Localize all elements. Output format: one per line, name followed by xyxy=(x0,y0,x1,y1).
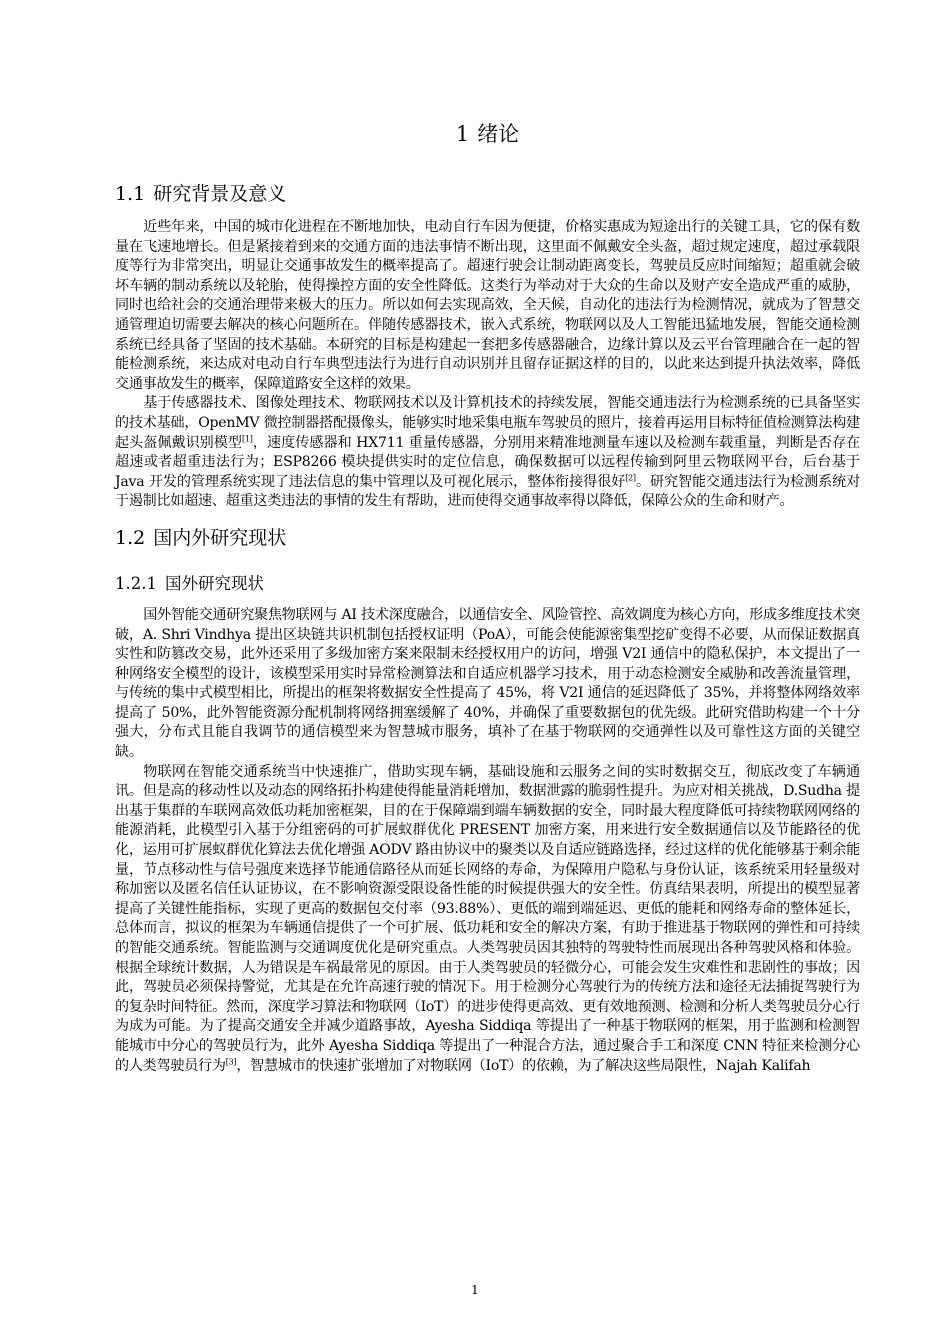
body-paragraph: 国外智能交通研究聚焦物联网与 AI 技术深度融合，以通信安全、风险管控、高效调度为核心方向，形成多维度技术突破，A. Shri Vindhya 提出区块链共识机制包括授权证明（PoA），可能会使能源密集型挖矿变得不必要，从而保证数据真实性和防篡改交易，此外还采用了多级加密方案来限制未经授权用户的访问，增强 V2I 通信中的隐私保护，本文提出了一种网络安全模型的设计，该模型采用实时异常检测算法和自适应机器学习技术，用于动态检测安全威胁和改善流量管理，与传统的集中式模型相比，所提出的框架将数据安全性提高了 45%，将 V2I 通信的延迟降低了 35%，并将整体网络效率提高了 50%，此外智能资源分配机制将网络拥塞缓解了 40%，并确保了重要数据包的优先级。此研究借助构建一个十分强大，分布式且能自我调节的通信模型来为智慧城市服务，填补了在基于物联网的交通弹性以及可靠性这方面的关键空缺。 xyxy=(115,606,860,761)
page-number: 1 xyxy=(471,1283,479,1297)
body-paragraph: 近些年来，中国的城市化进程在不断地加快，电动自行车因为便捷，价格实惠成为短途出行的关键工具，它的保有数量在飞速地增长。但是紧接着到来的交通方面的违法事情不断出现，这里面不佩戴安全头盔，超过规定速度，超过承载限度等行为非常突出，明显让交通事故发生的概率提高了。超速行驶会让制动距离变长，驾驶员反应时间缩短；超重就会破坏车辆的制动系统以及轮胎，使得操控方面的安全性降低。这类行为举动对于大众的生命以及财产安全造成严重的威胁，同时也给社会的交通治理带来极大的压力。所以如何去实现高效，全天候，自动化的违法行为检测情况，就成为了智慧交通管理迫切需要去解决的核心问题所在。伴随传感器技术，嵌入式系统，物联网以及人工智能迅猛地发展，智能交通检测系统已经具备了坚固的技术基础。本研究的目标是构建起一套把多传感器融合，边缘计算以及云平台管理融合在一起的智能检测系统，来达成对电动自行车典型违法行为进行自动识别并且留存证据这样的目的，以此来达到提升执法效率，降低交通事故发生的概率，保障道路安全这样的效果。 xyxy=(115,219,860,392)
section-number: 1.2 xyxy=(115,526,146,549)
paragraph-text: 。研究智能交通违法行为检测系统对于遏制比如超速、超重这类违法的事情的发生有帮助，进而使得交通事故率得以降低，保障公众的生命和财产。 xyxy=(115,473,860,510)
citation-ref: [3] xyxy=(225,1056,237,1066)
section-heading-1-1 xyxy=(115,180,860,208)
paragraph-text: 基于传感器技术、图像处理技术、物联网技术以及计算机技术的持续发展，智能交通违法行为检测系统的已具备坚实的技术基础，OpenMV 微控制器搭配摄像头，能够实时地采集电瓶车驾驶员的照片，接着再运用目标特征值检测算法构建起头盔佩戴识别模型 xyxy=(115,395,860,451)
paragraph-text: 物联网在智能交通系统当中快速推广，借助实现车辆，基础设施和云服务之间的实时数据交互，彻底改变了车辆通讯。但是高的移动性以及动态的网络拓扑构建使得能量消耗增加，数据泄露的脆弱性提升。为应对相关挑战，D.Sudha 提出基于集群的车联网高效低功耗加密框架，目的在于保障端到端车辆数据的安全，同时最大程度降低可持续物联网网络的能源消耗，此模型引入基于分组密码的可扩展蚁群优化 PRESENT 加密方案，用来进行安全数据通信以及节能路径的优化，运用可扩展蚁群优化算法去优化增强 AODV 路由协议中的聚类以及自适应链路选择，经过这样的优化能够基于剩余能量，节点移动性与信号强度来选择节能通信路径从而延长网络的寿命，为保障用户隐私与身份认证，该系统采用轻量级对称加密以及匿名信任认证协议，在不影响资源受限设备性能的时候提供强大的安全性。仿真结果表明，所提出的模型显著提高了关键性能指标，实现了更高的数据包交付率（93.88%）、更低的端到端延迟、更低的能耗和网络寿命的整体延长，总体而言，拟议的框架为车辆通信提供了一个可扩展、低功耗和安全的解决方案，有助于推进基于物联网的弹性和可持续的智能交通系统。智能监测与交通调度优化是研究重点。人类驾驶员因其独特的驾驶特性而展现出各种驾驶风格和体验。根据全球统计数据，人为错误是车祸最常见的原因。由于人类驾驶员的轻微分心，可能会发生灾难性和悲剧性的事故；因此，驾驶员必须保持警觉，尤其是在允许高速行驶的情况下。用于检测分心驾驶行为的传统方法和途径无法捕捉驾驶行为的复杂时间特征。然而，深度学习算法和物联网（IoT）的进步使得更高效、更有效地预测、检测和分析人类驾驶员分心行为成为可能。为了提高交通安全并减少道路事故，Ayesha Siddiqa 等提出了一种基于物联网的框架，用于监测和检测智能城市中分心的驾驶员行为，此外 Ayesha Siddiqa 等提出了一种混合方法，通过聚合手工和深度 CNN 特征来检测分心的人类驾驶员行为 xyxy=(115,763,860,1074)
section-title: 研究背景及意义 xyxy=(153,183,287,205)
spacer xyxy=(115,562,860,572)
paragraph-text: ，智慧城市的快速扩张增加了对物联网（IoT）的依赖，为了解决这些局限性，Najah Kalifah xyxy=(236,1057,811,1074)
body-paragraph xyxy=(115,394,860,512)
chapter-heading xyxy=(115,118,860,150)
subsection-number: 1.2.1 xyxy=(115,573,157,593)
citation-ref: [2] xyxy=(625,473,636,483)
citation-ref: [1] xyxy=(242,433,253,443)
chapter-number: 1 xyxy=(455,122,470,146)
subsection-heading-1-2-1 xyxy=(115,572,860,596)
section-number: 1.1 xyxy=(115,183,146,205)
spacer xyxy=(115,512,860,524)
page-content xyxy=(115,118,860,1076)
section-title: 国内外研究现状 xyxy=(153,526,287,549)
paragraph-text: ，速度传感器和 HX711 重量传感器，分别用来精准地测量车速以及检测车载重量，判断是否存在超速或者超重违法行为；ESP8266 模块提供实时的定位信息，确保数据可以远程传输到阿里云物联网平台，后台基于 Java 开发的管理系统实现了违法信息的集中管理以及可视化展示，整体衔接得很好 xyxy=(115,434,861,490)
subsection-title: 国外研究现状 xyxy=(164,573,264,593)
chapter-title: 绪论 xyxy=(477,122,520,146)
body-paragraph xyxy=(115,763,860,1077)
section-heading-1-2 xyxy=(115,524,860,552)
